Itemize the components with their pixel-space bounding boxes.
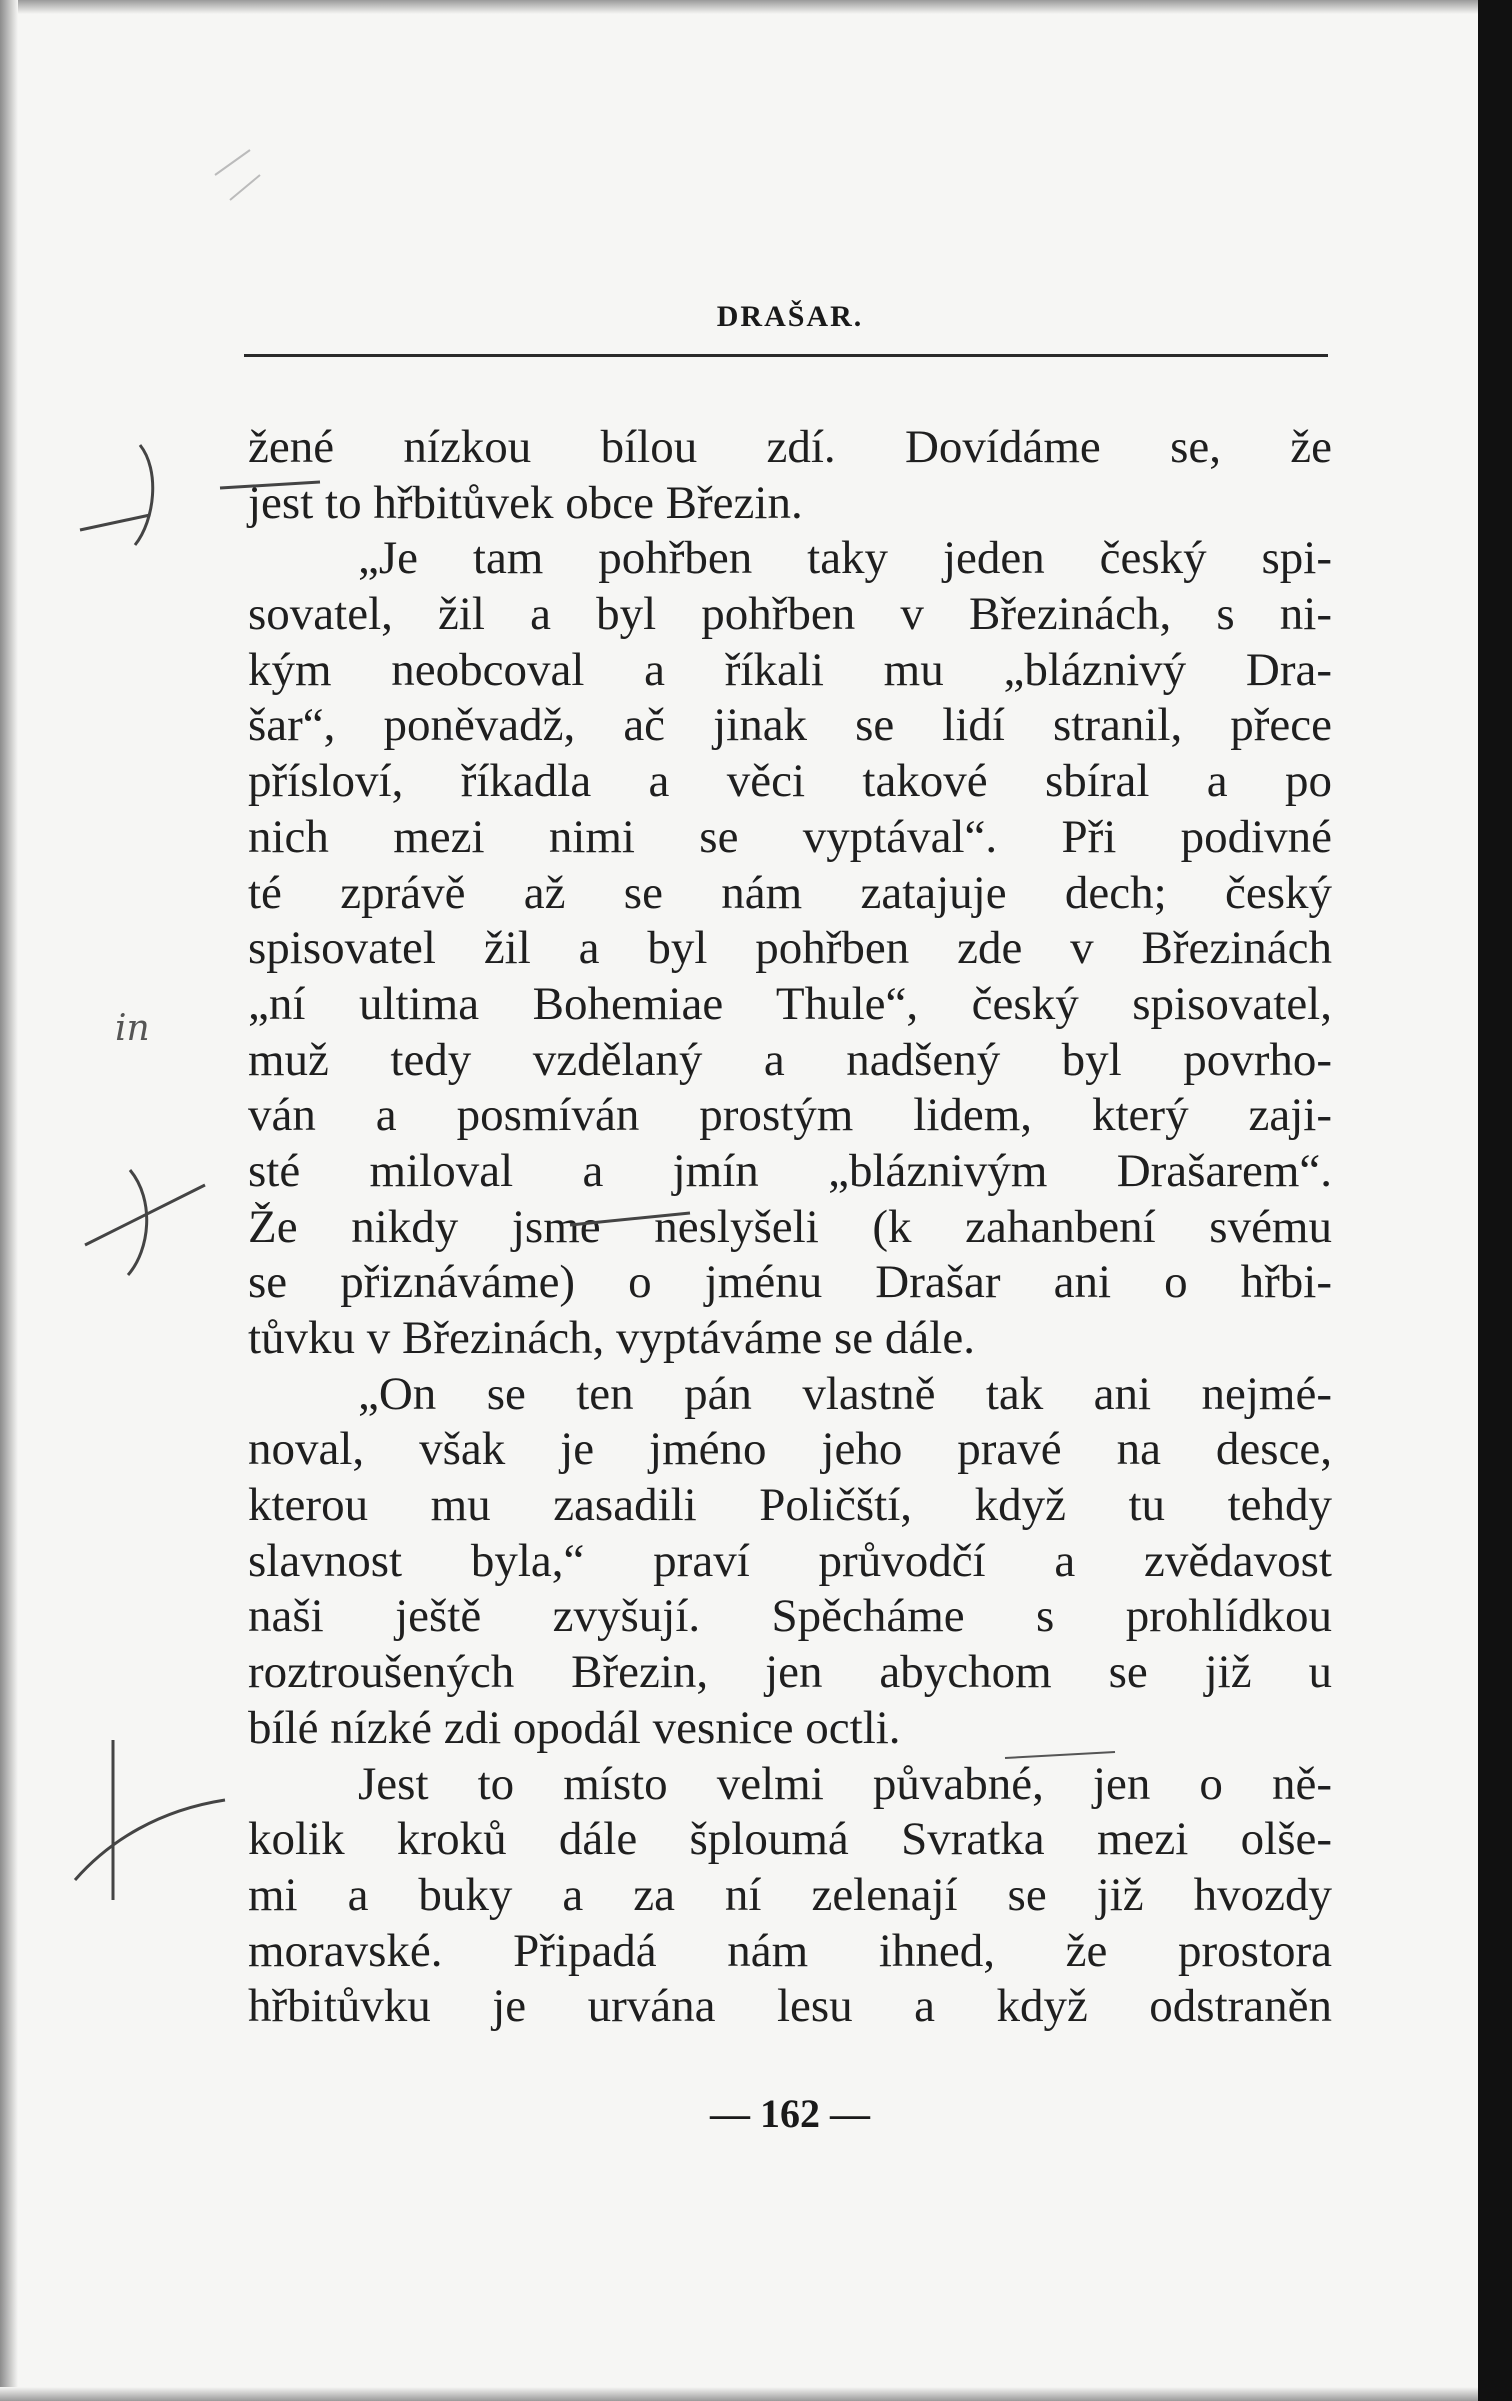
text-line: sovatel, žil a byl pohřben v Březinách, s ni-: [248, 588, 1332, 641]
scan-edge-top: [0, 0, 1512, 14]
scan-edge-right: [1478, 0, 1512, 2401]
text-line: kým neobcoval a říkali mu „bláznivý Dra-: [248, 643, 1332, 696]
margin-note: in: [115, 1008, 150, 1049]
text-line: noval, však je jméno jeho pravé na desce,: [248, 1423, 1332, 1476]
text-line: mi a buky a za ní zelenají se již hvozdy: [248, 1868, 1332, 1921]
text-line: „On se ten pán vlastně tak ani nejmé-: [358, 1367, 1332, 1420]
text-line: moravské. Připadá nám ihned, že prostora: [248, 1924, 1332, 1977]
text-line: kterou mu zasadili Poličští, když tu tehdy: [248, 1479, 1332, 1532]
text-line: se přiznáváme) o jménu Drašar ani o hřbi-: [248, 1256, 1332, 1309]
text-line: „Je tam pohřben taky jeden český spi-: [358, 532, 1332, 585]
text-line: sté miloval a jmín „bláznivým Drašarem“.: [248, 1144, 1332, 1197]
text-line: tůvku v Březinách, vyptáváme se dále.: [248, 1312, 975, 1364]
text-line: Že nikdy jsme neslyšeli (k zahanbení svému: [248, 1200, 1332, 1253]
text-line: roztroušených Březin, jen abychom se již u: [248, 1646, 1332, 1699]
text-line: ván a posmíván prostým lidem, který zaji-: [248, 1089, 1332, 1142]
text-line: hřbitůvku je urvána lesu a když odstraněn: [248, 1980, 1332, 2033]
text-line: jest to hřbitůvek obce Březin.: [248, 476, 803, 529]
text-line: bílé nízké zdi opodál vesnice octli.: [248, 1701, 901, 1754]
text-line: nich mezi nimi se vyptával“. Při podivné: [248, 810, 1332, 863]
scan-edge-bottom: [0, 2387, 1512, 2401]
text-line: slavnost byla,“ praví průvodčí a zvědavost: [248, 1534, 1332, 1587]
page-number: — 162 —: [710, 2091, 870, 2136]
text-line: Jest to místo velmi půvabné, jen o ně-: [358, 1757, 1332, 1810]
text-line: té zprávě až se nám zatajuje dech; český: [248, 866, 1332, 919]
header-rule: [244, 354, 1328, 357]
text-line: přísloví, říkadla a věci takové sbíral a po: [248, 755, 1332, 808]
text-line: žené nízkou bílou zdí. Dovídáme se, že: [248, 421, 1332, 473]
text-line: naši ještě zvyšují. Spěcháme s prohlídkou: [248, 1590, 1332, 1643]
body-text: [248, 420, 1332, 2035]
text-line: kolik kroků dále šploumá Svratka mezi olše-: [248, 1813, 1332, 1866]
text-line: šar“, poněvadž, ač jinak se lidí stranil, přece: [248, 699, 1332, 752]
text-line: muž tedy vzdělaný a nadšený byl povrho-: [248, 1033, 1332, 1086]
scan-edge-left: [0, 0, 18, 2401]
text-line: spisovatel žil a byl pohřben zde v Březinách: [248, 922, 1332, 975]
text-line: „ní ultima Bohemiae Thule“, český spisovatel,: [248, 977, 1332, 1030]
running-head: DRAŠAR.: [716, 300, 864, 333]
